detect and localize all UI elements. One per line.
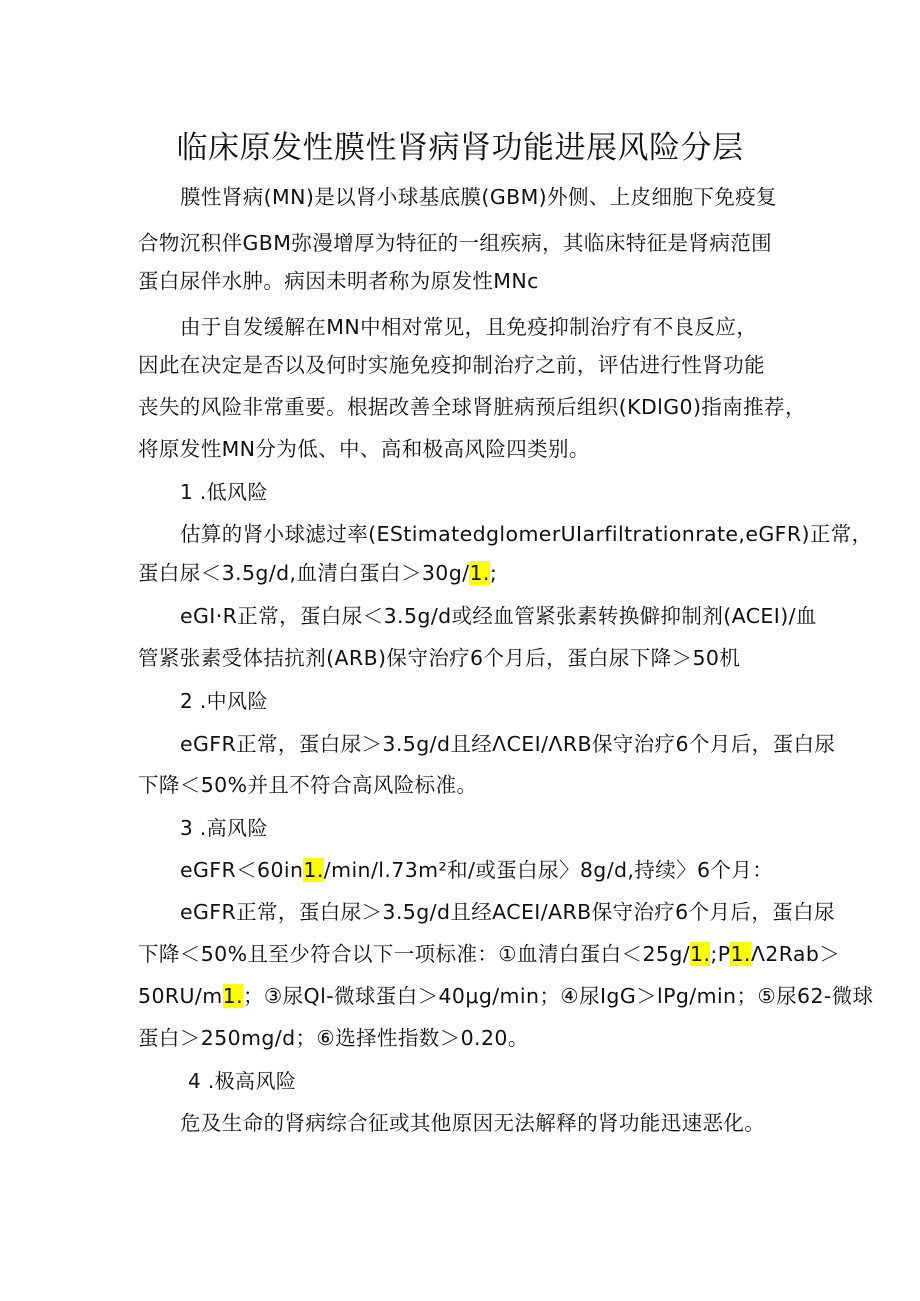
- high-risk-a-line1: eGFR＜60in1./min/l.73m²和/或蛋白尿〉8g/d,持续〉6个月：: [180, 858, 774, 882]
- low-risk-a-line1: 估算的肾小球滤过率(EStimatedglomerUIarfiltrationrate,eGFR)正常，: [180, 522, 873, 546]
- intro-p1-line1: 膜性肾病(MN)是以肾小球基底膜(GBM)外侧、上皮细胞下免疫复: [180, 185, 777, 209]
- high-risk-b-line3: 50RU/m1.；③尿Ql-微球蛋白＞40μg/min；④尿IgG＞lPg/min；⑤尿62-微球: [138, 984, 874, 1008]
- low-risk-heading: 1 .低风险: [180, 480, 268, 504]
- page-title: 临床原发性膜性肾病肾功能进展风险分层: [176, 130, 744, 166]
- high-risk-heading: 3 .高风险: [180, 816, 268, 840]
- highlight-mark: 1.: [222, 984, 243, 1008]
- highlight-mark: 1.: [303, 858, 324, 882]
- intro-p1-line2: 合物沉积伴GBM弥漫增厚为特征的一组疾病，其临床特征是肾病范围: [138, 231, 773, 255]
- low-risk-b-line2: 管紧张素受体拮抗剂(ARB)保守治疗6个月后，蛋白尿下降＞50机: [138, 646, 741, 670]
- high-risk-b-line2: 下降＜50%且至少符合以下一项标准：①血清白蛋白＜25g/1.;P1.Λ2Rab＞: [138, 942, 841, 966]
- mid-risk-a-line1: eGFR正常，蛋白尿＞3.5g/d且经ΛCEI/ΛRB保守治疗6个月后，蛋白尿: [180, 732, 836, 756]
- intro-p1-line3: 蛋白尿伴水肿。病因未明者称为原发性MNc: [138, 269, 539, 293]
- highlight-mark: 1.: [690, 942, 711, 966]
- intro-p2-line4: 将原发性MN分为低、中、高和极高风险四类别。: [138, 437, 590, 461]
- highlight-mark: 1.: [730, 942, 751, 966]
- very-high-risk-heading: 4 .极高风险: [188, 1069, 297, 1093]
- mid-risk-heading: 2 .中风险: [180, 689, 268, 713]
- low-risk-a-line2: 蛋白尿＜3.5g∕d,血清白蛋白＞30g/1.;: [138, 561, 498, 585]
- intro-p2-line3: 丧失的风险非常重要。根据改善全球肾脏病预后组织(KDlG0)指南推荐，: [138, 395, 806, 419]
- high-risk-b-line4: 蛋白＞250mg/d；⑥选择性指数＞0.20。: [138, 1026, 529, 1050]
- mid-risk-a-line2: 下降＜50%并且不符合高风险标准。: [138, 773, 478, 797]
- very-high-risk-a-line1: 危及生命的肾病综合征或其他原因无法解释的肾功能迅速恶化。: [180, 1111, 766, 1135]
- intro-p2-line1: 由于自发缓解在MN中相对常见，且免疫抑制治疗有不良反应，: [180, 315, 758, 339]
- highlight-mark: 1.: [469, 561, 490, 585]
- intro-p2-line2: 因此在决定是否以及何时实施免疫抑制治疗之前，评估进行性肾功能: [138, 353, 765, 377]
- low-risk-b-line1: eGI·R正常，蛋白尿＜3.5g/d或经血管紧张素转换僻抑制剂(ACEI)/血: [180, 604, 817, 628]
- high-risk-b-line1: eGFR正常，蛋白尿＞3.5g∕d且经ACEI/ARB保守治疗6个月后，蛋白尿: [180, 900, 835, 924]
